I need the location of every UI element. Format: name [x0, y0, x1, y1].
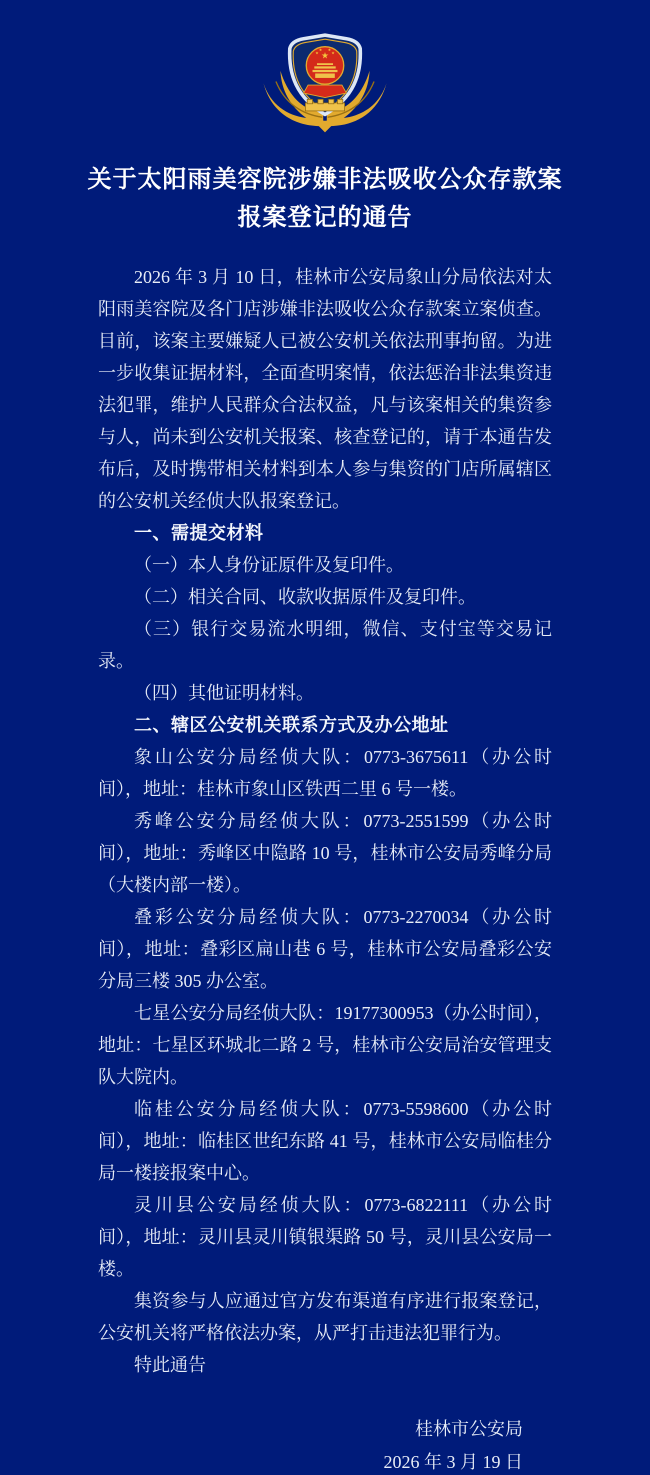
notice-paragraph: 2026 年 3 月 10 日，桂林市公安局象山分局依法对太阳雨美容院及各门店涉嫌非法吸收公众存款案立案侦查。目前，该案主要嫌疑人已被公安机关依法刑事拘留。为进一步收集证据材料，全面查明案情，依法惩治非法集资违法犯罪，维护人民群众合法权益，凡与该案相关的集资参与人，尚未到公安机关报案、核查登记的，请于本通告发布后，及时携带相关材料到本人参与集资的门店所属辖区的公安机关经侦大队报案登记。 — [98, 267, 552, 511]
notice-paragraph: （三）银行交易流水明细，微信、支付宝等交易记录。 — [98, 619, 552, 671]
notice-paragraph: 集资参与人应通过官方发布渠道有序进行报案登记，公安机关将严格依法办案，从严打击违法犯罪行为。 — [98, 1291, 552, 1343]
notice-paragraph: 叠彩公安分局经侦大队：0773-2270034（办公时间），地址：叠彩区扁山巷 6 号，桂林市公安局叠彩公安分局三楼 305 办公室。 — [98, 907, 552, 991]
notice-paragraph: （一）本人身份证原件及复印件。 — [134, 555, 404, 575]
notice-paragraph: （四）其他证明材料。 — [134, 683, 314, 703]
notice-paragraph: （二）相关合同、收款收据原件及复印件。 — [134, 587, 476, 607]
badge-container — [0, 0, 650, 135]
section-heading: 一、需提交材料 — [134, 523, 264, 543]
notice-paragraph: 特此通告 — [134, 1355, 206, 1375]
police-emblem-icon — [258, 28, 392, 135]
notice-paragraph: 秀峰公安分局经侦大队：0773-2551599（办公时间），地址：秀峰区中隐路 10 号，桂林市公安局秀峰分局（大楼内部一楼）。 — [98, 811, 552, 895]
notice-paragraph: 七星公安分局经侦大队：19177300953（办公时间），地址：七星区环城北二路 2 号，桂林市公安局治安管理支队大院内。 — [98, 1003, 552, 1087]
section-heading: 二、辖区公安机关联系方式及办公地址 — [134, 715, 449, 735]
notice-title-line2: 报案登记的通告 — [237, 205, 413, 231]
notice-body — [0, 261, 650, 1475]
notice-paragraph: 象山公安分局经侦大队：0773-3675611（办公时间），地址：桂林市象山区铁西二里 6 号一楼。 — [98, 747, 552, 799]
signature-agency: 桂林市公安局 — [415, 1419, 523, 1439]
notice-paragraph: 灵川县公安局经侦大队：0773-6822111（办公时间），地址：灵川县灵川镇银渠路 50 号，灵川县公安局一楼。 — [98, 1195, 552, 1279]
notice-title-line1: 关于太阳雨美容院涉嫌非法吸收公众存款案 — [87, 167, 563, 193]
signature-date: 2026 年 3 月 19 日 — [383, 1452, 523, 1472]
notice-title — [0, 161, 650, 237]
notice-paragraph: 临桂公安分局经侦大队：0773-5598600（办公时间），地址：临桂区世纪东路 41 号，桂林市公安局临桂分局一楼接报案中心。 — [98, 1099, 552, 1183]
signature-block — [98, 1413, 552, 1475]
notice-paragraphs — [98, 261, 552, 1381]
